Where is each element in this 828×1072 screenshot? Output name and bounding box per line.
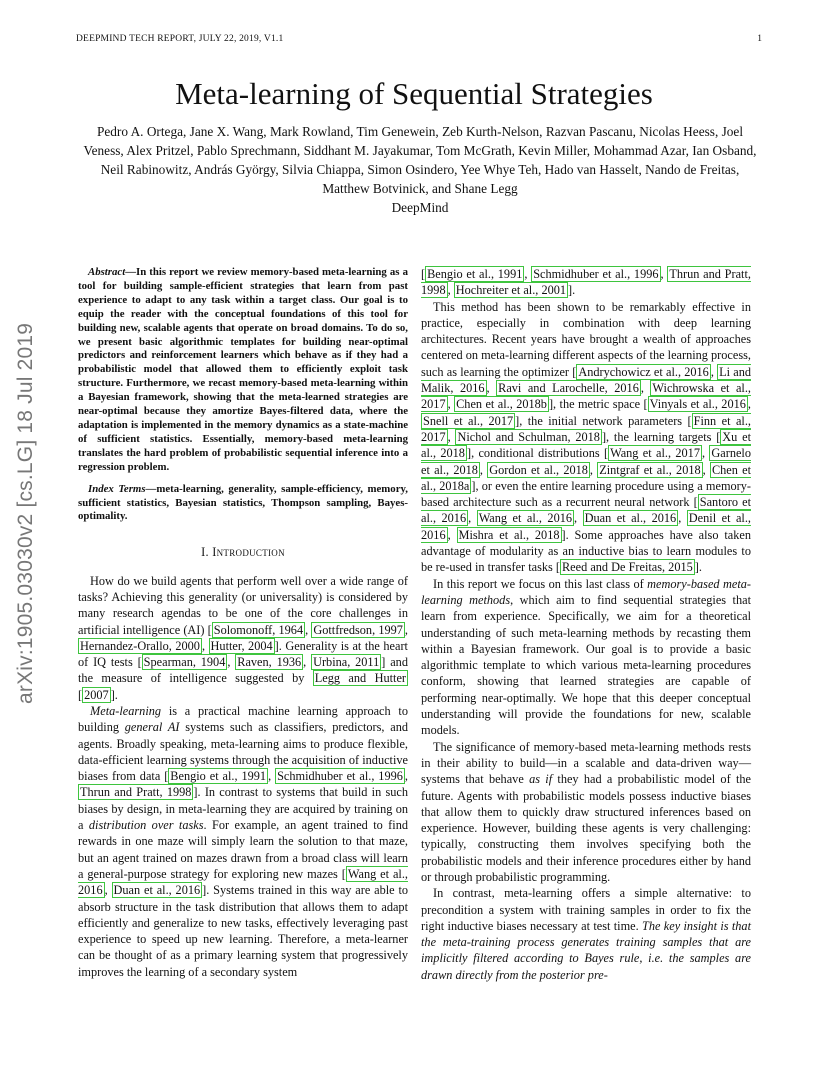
arxiv-stamp: arXiv:1905.03030v2 [cs.LG] 18 Jul 2019 xyxy=(14,322,37,704)
citation-link[interactable]: Spearman, 1904 xyxy=(143,655,226,670)
citation-link[interactable]: Vinyals et al., 2016 xyxy=(649,397,746,412)
citation-link[interactable]: Wichrowska et al., 2017 xyxy=(421,381,751,412)
citation-link[interactable]: 2007 xyxy=(84,687,109,702)
emphasis: The key insight is that the meta-training process generates training samples that are implicitly filtered according to Bayes rule, i.e. the samples are drawn directly from the posterior pre- xyxy=(421,918,751,982)
text-run: , xyxy=(447,527,457,542)
right-column xyxy=(421,266,751,983)
paragraph xyxy=(78,573,408,703)
citation-link[interactable]: Gordon et al., 2018 xyxy=(489,462,588,477)
citation-link[interactable]: Thrun and Pratt, 1998 xyxy=(80,785,192,800)
citation-link[interactable]: Andrychowicz et al., 2016 xyxy=(578,364,709,379)
text-run: , xyxy=(479,462,488,477)
text-run: , xyxy=(574,511,583,526)
text-run: systems such as classifiers, predictors, and agents. Broadly speaking, meta-learning aims to produce flexible, data-efficient learning systems through the acquisition of inductive biases from data [ xyxy=(78,720,408,784)
citation-link[interactable]: Wang et al., 2016 xyxy=(478,511,573,526)
paragraph xyxy=(421,885,751,983)
text-run: , xyxy=(447,397,455,412)
text-run: , xyxy=(486,381,497,396)
text-run: ], the metric space [ xyxy=(548,397,648,412)
text-run: [ xyxy=(78,687,83,702)
text-run: , xyxy=(702,462,710,477)
citation-link[interactable]: Wang et al., 2017 xyxy=(610,446,700,461)
citation-link[interactable]: Mishra et al., 2018 xyxy=(458,527,560,542)
emphasis: distribution over tasks xyxy=(88,818,204,833)
citation-link[interactable]: Thrun and Pratt, 1998 xyxy=(421,267,751,298)
text-run: ], or even the entire learning procedure using a memory-based architecture such as a recurrent neural network [ xyxy=(421,478,751,510)
citation-link[interactable]: Hernandez-Orallo, 2000 xyxy=(80,638,200,653)
citation-link[interactable]: Wang et al., 2016 xyxy=(78,866,408,898)
citation-link[interactable]: Zintgraf et al., 2018 xyxy=(599,462,701,477)
emphasis: memory-based meta-learning methods xyxy=(421,576,752,607)
section-number: I. xyxy=(201,545,213,560)
citation-link[interactable]: Chen et al., 2018b xyxy=(456,397,547,412)
text-run: , xyxy=(447,429,456,444)
citation-link[interactable]: Santoro et al., 2016 xyxy=(421,495,752,526)
text-run: , xyxy=(640,381,651,396)
paragraph xyxy=(421,266,751,299)
text-run: How do we build agents that perform well over a wide range of tasks? Achieving this generality (or universality) is considered by many research agendas to be one of the core challenges in artificial intelligence (AI) [ xyxy=(78,573,408,637)
citation-link[interactable]: Duan et al., 2016 xyxy=(584,511,677,526)
paragraph xyxy=(78,703,408,980)
citation-link[interactable]: Solomonoff, 1964 xyxy=(213,622,304,637)
text-run: ]. Generality is at the heart of IQ tests [ xyxy=(78,638,408,670)
citation-link[interactable]: Snell et al., 2017 xyxy=(423,413,514,428)
citation-link[interactable]: Nichol and Schulman, 2018 xyxy=(457,429,600,444)
citation-link[interactable]: Legg and Hutter xyxy=(314,671,406,686)
affiliation: DeepMind xyxy=(391,200,449,215)
text-run: ]. xyxy=(694,560,702,575)
left-column xyxy=(78,266,408,980)
citation-link[interactable]: Garnelo et al., 2018 xyxy=(421,446,751,477)
text-run: they had a probabilistic model of the future. Agents with probabilistic models possess inductive biases that allow them to quickly draw structured inferences based on experience. However, building these agents is very challenging: typically, constructing them involves specifying both the probabilistic models and their inference procedures either by hand or through probabilistic programming. xyxy=(421,772,751,884)
text-run: [ xyxy=(421,267,426,281)
citation-link[interactable]: Chen et al., 2018a xyxy=(421,462,751,493)
text-run: is a practical machine learning approach to building xyxy=(78,703,408,735)
text-run: ]. Some approaches have also taken advantage of modularity as an inductive bias to learn modules to be re-used in transfer tasks [ xyxy=(421,527,751,575)
running-header: DEEPMIND TECH REPORT, JULY 22, 2019, V1.1 xyxy=(76,34,284,44)
text-run: , xyxy=(227,655,236,670)
text-run: In contrast, meta-learning offers a simple alternative: to precondition a system with training samples in order to fix the right inductive biases necessary at test time. xyxy=(421,886,751,933)
paragraph xyxy=(421,739,751,886)
text-run: ], the initial network parameters [ xyxy=(515,413,692,428)
text-run: , xyxy=(201,638,209,653)
text-run: , xyxy=(305,622,312,637)
citation-link[interactable]: Gottfredson, 1997 xyxy=(313,622,403,637)
text-run: , xyxy=(710,364,718,379)
citation-link[interactable]: Schmidhuber et al., 1996 xyxy=(277,769,403,784)
paragraph xyxy=(421,299,751,576)
citation-link[interactable]: Hutter, 2004 xyxy=(210,638,273,653)
author-block xyxy=(80,122,760,217)
citation-link[interactable]: Bengio et al., 1991 xyxy=(427,267,523,281)
citation-link[interactable]: Bengio et al., 1991 xyxy=(170,769,267,784)
text-run: ]. In contrast to systems that build in such biases by design, in meta-learning they are acquired by training on a xyxy=(78,785,408,833)
text-run: In this report we focus on this last class of xyxy=(433,576,648,591)
text-run: , xyxy=(524,267,532,281)
citation-link[interactable]: Ravi and Larochelle, 2016 xyxy=(498,381,639,396)
citation-link[interactable]: Raven, 1936 xyxy=(237,655,302,670)
text-run: , xyxy=(589,462,598,477)
text-run: , which aim to find sequential strategies that learn from experience. Specifically, we aim for a theoretical understanding of such meta-learning methods by recasting them within a Bayesian framework. Our goal is to provide a basic algorithmic template to which various meta-learning procedures conform, showing that learned strategies are capable of performing near-optimally. We hope that this deeper conceptual understanding will provide the foundations for new, scalable models. xyxy=(421,592,751,738)
abstract-text: —In this report we review memory-based meta-learning as a tool for building sample-efficient strategies that learn from past experience to adapt to any task within a target class. Our goal is to equip the reader with the conceptual foundations of this tool for building new, scalable agents that operate on broad domains. To do so, we present basic algorithmic templates for building near-optimal predictors and reinforcement learners which behave as if they had a probabilistic model that allowed them to efficiently exploit task structure. Furthermore, we recast memory-based meta-learning within a Bayesian framework, showing that the meta-learned strategies are near-optimal because they amortize Bayes-filtered data, where the adaptation is implemented in the memory dynamics as a state-machine of sufficient statistics. Essentially, memory-based meta-learning translates the hard problem of probabilistic sequential inference into a regression problem. xyxy=(78,266,408,473)
citation-link[interactable]: Schmidhuber et al., 1996 xyxy=(533,267,659,281)
text-run: , xyxy=(468,511,477,526)
citation-link[interactable]: Xu et al., 2018 xyxy=(421,429,752,461)
text-run: , xyxy=(404,769,408,784)
text-run: ]. xyxy=(568,283,576,298)
citation-link[interactable]: Hochreiter et al., 2001 xyxy=(455,283,567,298)
abstract-label: Abstract xyxy=(88,266,126,278)
citation-link[interactable]: Denil et al., 2016 xyxy=(421,511,751,542)
paragraph xyxy=(421,576,751,739)
emphasis: general AI xyxy=(124,720,180,735)
citation-link[interactable]: Urbina, 2011 xyxy=(313,655,380,670)
text-run: , xyxy=(660,267,668,281)
abstract xyxy=(78,266,408,475)
index-terms-label: Index Terms xyxy=(88,482,146,495)
index-terms xyxy=(78,483,408,525)
index-terms-text: —meta-learning, generality, sample-efficiency, memory, sufficient statistics, Bayesian statistics, Thompson sampling, Bayes-optimality. xyxy=(78,482,408,523)
text-run: , xyxy=(303,655,312,670)
text-run: ]. Systems trained in this way are able to absorb structure in the task distribution that allows them to adapt efficiently and generalize to new tasks, effectively leveraging past experience to speed up new learning. Therefore, a meta-learner can be thought of as a primary learning system that progressively improves the learning of a secondary system xyxy=(78,883,409,979)
text-run: . For example, an agent trained to find rewards in one maze will simply learn the solution to that maze, but an agent trained on mazes drawn from a broad class will learn a general-purpose strategy for exploring new mazes [ xyxy=(78,818,408,881)
text-run: ], conditional distributions [ xyxy=(466,446,609,461)
citation-link[interactable]: Duan et al., 2016 xyxy=(113,883,201,898)
paper-title: Meta-learning of Sequential Strategies xyxy=(175,76,653,111)
citation-link[interactable]: Reed and De Freitas, 2015 xyxy=(561,560,693,575)
page-number: 1 xyxy=(757,34,762,44)
emphasis: as if xyxy=(529,772,553,787)
text-run: ], the learning targets [ xyxy=(601,429,721,444)
text-run: ]. xyxy=(110,687,118,702)
emphasis: Meta-learning xyxy=(90,703,162,718)
text-run: This method has been shown to be remarkably effective in practice, especially in combination with deep learning architectures. Recent years have brought a wealth of approaches centered on meta-learning different aspects of the learning process, such as learning the optimizer [ xyxy=(421,299,751,379)
text-run: ] and the measure of intelligence suggested by xyxy=(78,655,408,686)
citation-link[interactable]: Finn et al., 2017 xyxy=(421,413,751,444)
text-run: , xyxy=(747,397,751,412)
text-run: , xyxy=(678,511,687,526)
text-run: , xyxy=(104,883,112,898)
text-run: , xyxy=(404,622,408,637)
text-run: , xyxy=(701,446,710,461)
author-list: Pedro A. Ortega, Jane X. Wang, Mark Rowland, Tim Genewein, Zeb Kurth-Nelson, Razvan Pascanu, Nicolas Heess, Joel Veness, Alex Pritzel, Pablo Sprechmann, Siddhant M. Jayakumar, Tom McGrath, Kevin Miller, Mohammad Azar, Ian Osband, Neil Rabinowitz, András György, Silvia Chiappa, Simon Osindero, Yee Whye Teh, Hado van Hasselt, Nando de Freitas, Matthew Botvinick, and Shane Legg xyxy=(83,124,757,196)
section-title: Introduction xyxy=(212,545,285,560)
text-run: , xyxy=(447,283,454,298)
citation-link[interactable]: Li and Malik, 2016 xyxy=(421,364,751,396)
text-run: The significance of memory-based meta-learning methods rests in their ability to build—in a scalable and data-driven way—systems that behave xyxy=(421,739,751,787)
text-run: , xyxy=(268,769,276,784)
section-heading-introduction xyxy=(78,544,408,560)
